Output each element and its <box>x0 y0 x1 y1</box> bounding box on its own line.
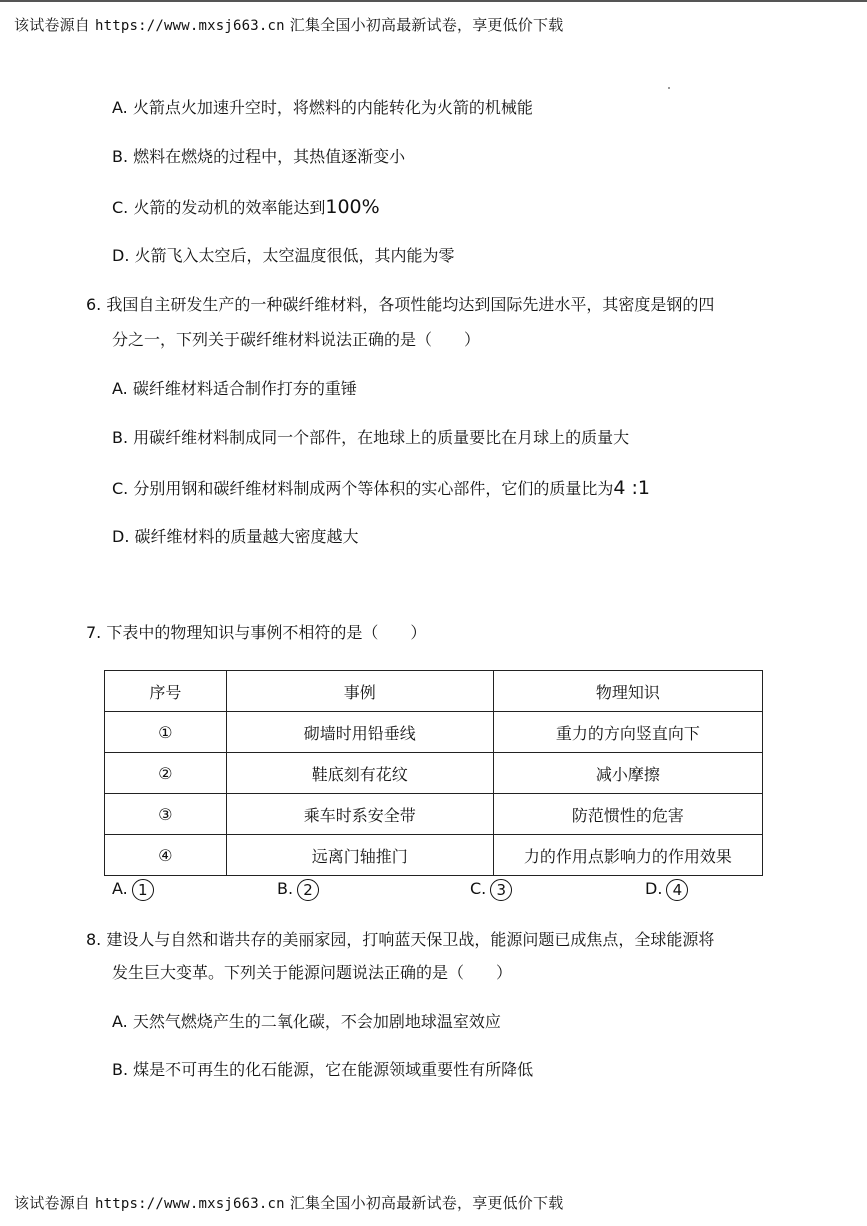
q6-option-d <box>112 526 359 548</box>
option-text: 火箭的发动机的效率能达到 <box>133 198 326 217</box>
table-cell-knowledge: 重力的方向竖直向下 <box>493 712 762 753</box>
q8-option-b <box>112 1059 533 1081</box>
option-text: 天然气燃烧产生的二氧化碳，不会加剧地球温室效应 <box>132 1012 501 1031</box>
table-cell-example: 乘车时系安全带 <box>226 794 493 835</box>
banner-prefix: 该试卷源自 <box>14 16 91 34</box>
q7-choice-c <box>470 876 512 902</box>
table-cell-example: 砌墙时用铅垂线 <box>226 712 493 753</box>
option-label: A. <box>112 379 128 398</box>
banner-prefix: 该试卷源自 <box>14 1194 91 1212</box>
option-label: B. <box>112 1060 129 1079</box>
option-text: 燃料在燃烧的过程中，其热值逐渐变小 <box>133 147 406 166</box>
table-header-cell: 事例 <box>226 671 493 712</box>
table-cell-index: ④ <box>105 835 227 876</box>
q8-stem-line2: 发生巨大变革。下列关于能源问题说法正确的是（ ） <box>112 963 513 982</box>
choice-label: D. <box>645 879 663 898</box>
q6-stem-line1 <box>86 294 714 316</box>
top-rule <box>0 0 867 2</box>
question-number: 7. <box>86 623 102 642</box>
q5-option-a <box>112 97 533 119</box>
q7-choice-a <box>112 876 154 902</box>
choice-label: B. <box>277 879 294 898</box>
table-row <box>105 794 763 835</box>
option-label: B. <box>112 147 129 166</box>
table-cell-example: 远离门轴推门 <box>226 835 493 876</box>
circled-number: 2 <box>297 879 319 901</box>
option-text: 分别用钢和碳纤维材料制成两个等体积的实心部件，它们的质量比为 <box>133 479 614 498</box>
question-text: 建设人与自然和谐共存的美丽家园，打响蓝天保卫战，能源问题已成焦点，全球能源将 <box>106 930 715 949</box>
table-cell-example: 鞋底刻有花纹 <box>226 753 493 794</box>
table-header-cell: 物理知识 <box>493 671 762 712</box>
q7-stem <box>86 622 426 644</box>
table-cell-knowledge: 防范惯性的危害 <box>493 794 762 835</box>
choice-label: C. <box>470 879 487 898</box>
q8-option-a <box>112 1011 501 1033</box>
footer-banner <box>14 1192 563 1213</box>
table-row <box>105 753 763 794</box>
question-number: 6. <box>86 295 102 314</box>
option-text: 碳纤维材料适合制作打夯的重锤 <box>132 379 357 398</box>
option-text: 火箭点火加速升空时，将燃料的内能转化为火箭的机械能 <box>132 98 533 117</box>
scan-speck <box>668 87 670 89</box>
option-formula: 100% <box>325 196 380 218</box>
table-row <box>105 835 763 876</box>
option-label: A. <box>112 98 128 117</box>
q8-stem-line1 <box>86 929 714 951</box>
q7-choice-b <box>277 876 319 902</box>
option-ratio: 4 :1 <box>613 477 650 499</box>
q5-option-b <box>112 146 405 168</box>
table-header-cell: 序号 <box>105 671 227 712</box>
circled-number: 1 <box>132 879 154 901</box>
choice-label: A. <box>112 879 128 898</box>
table-cell-index: ② <box>105 753 227 794</box>
table-cell-knowledge: 减小摩擦 <box>493 753 762 794</box>
option-label: A. <box>112 1012 128 1031</box>
q7-choices <box>0 876 867 902</box>
table-row <box>105 712 763 753</box>
q7-choice-d <box>645 876 688 902</box>
header-banner <box>14 14 563 35</box>
option-text: 用碳纤维材料制成同一个部件，在地球上的质量要比在月球上的质量大 <box>133 428 630 447</box>
banner-url-link[interactable]: https://www.mxsj663.cn <box>94 1196 285 1212</box>
q6-option-b <box>112 427 629 449</box>
question-number: 8. <box>86 930 102 949</box>
q6-stem-line2: 分之一，下列关于碳纤维材料说法正确的是（ ） <box>112 330 481 349</box>
option-label: D. <box>112 527 130 546</box>
option-label: C. <box>112 479 129 498</box>
table-header-row <box>105 671 763 712</box>
option-label: B. <box>112 428 129 447</box>
option-label: C. <box>112 198 129 217</box>
banner-url-link[interactable]: https://www.mxsj663.cn <box>94 18 285 34</box>
banner-suffix: 汇集全国小初高最新试卷，享更低价下载 <box>289 1194 564 1212</box>
option-text: 煤是不可再生的化石能源，它在能源领域重要性有所降低 <box>133 1060 534 1079</box>
table-cell-knowledge: 力的作用点影响力的作用效果 <box>493 835 762 876</box>
banner-suffix: 汇集全国小初高最新试卷，享更低价下载 <box>289 16 564 34</box>
circled-number: 4 <box>666 879 688 901</box>
q5-option-c <box>112 196 380 219</box>
question-text: 我国自主研发生产的一种碳纤维材料，各项性能均达到国际先进水平，其密度是钢的四 <box>106 295 715 314</box>
option-text: 碳纤维材料的质量越大密度越大 <box>134 527 359 546</box>
q6-option-a <box>112 378 357 400</box>
option-label: D. <box>112 246 130 265</box>
table-cell-index: ③ <box>105 794 227 835</box>
table-cell-index: ① <box>105 712 227 753</box>
option-text: 火箭飞入太空后，太空温度很低，其内能为零 <box>134 246 455 265</box>
question-text: 下表中的物理知识与事例不相符的是（ ） <box>106 623 427 642</box>
knowledge-table <box>104 670 763 876</box>
q6-option-c <box>112 477 650 500</box>
q5-option-d <box>112 245 455 267</box>
circled-number: 3 <box>490 879 512 901</box>
